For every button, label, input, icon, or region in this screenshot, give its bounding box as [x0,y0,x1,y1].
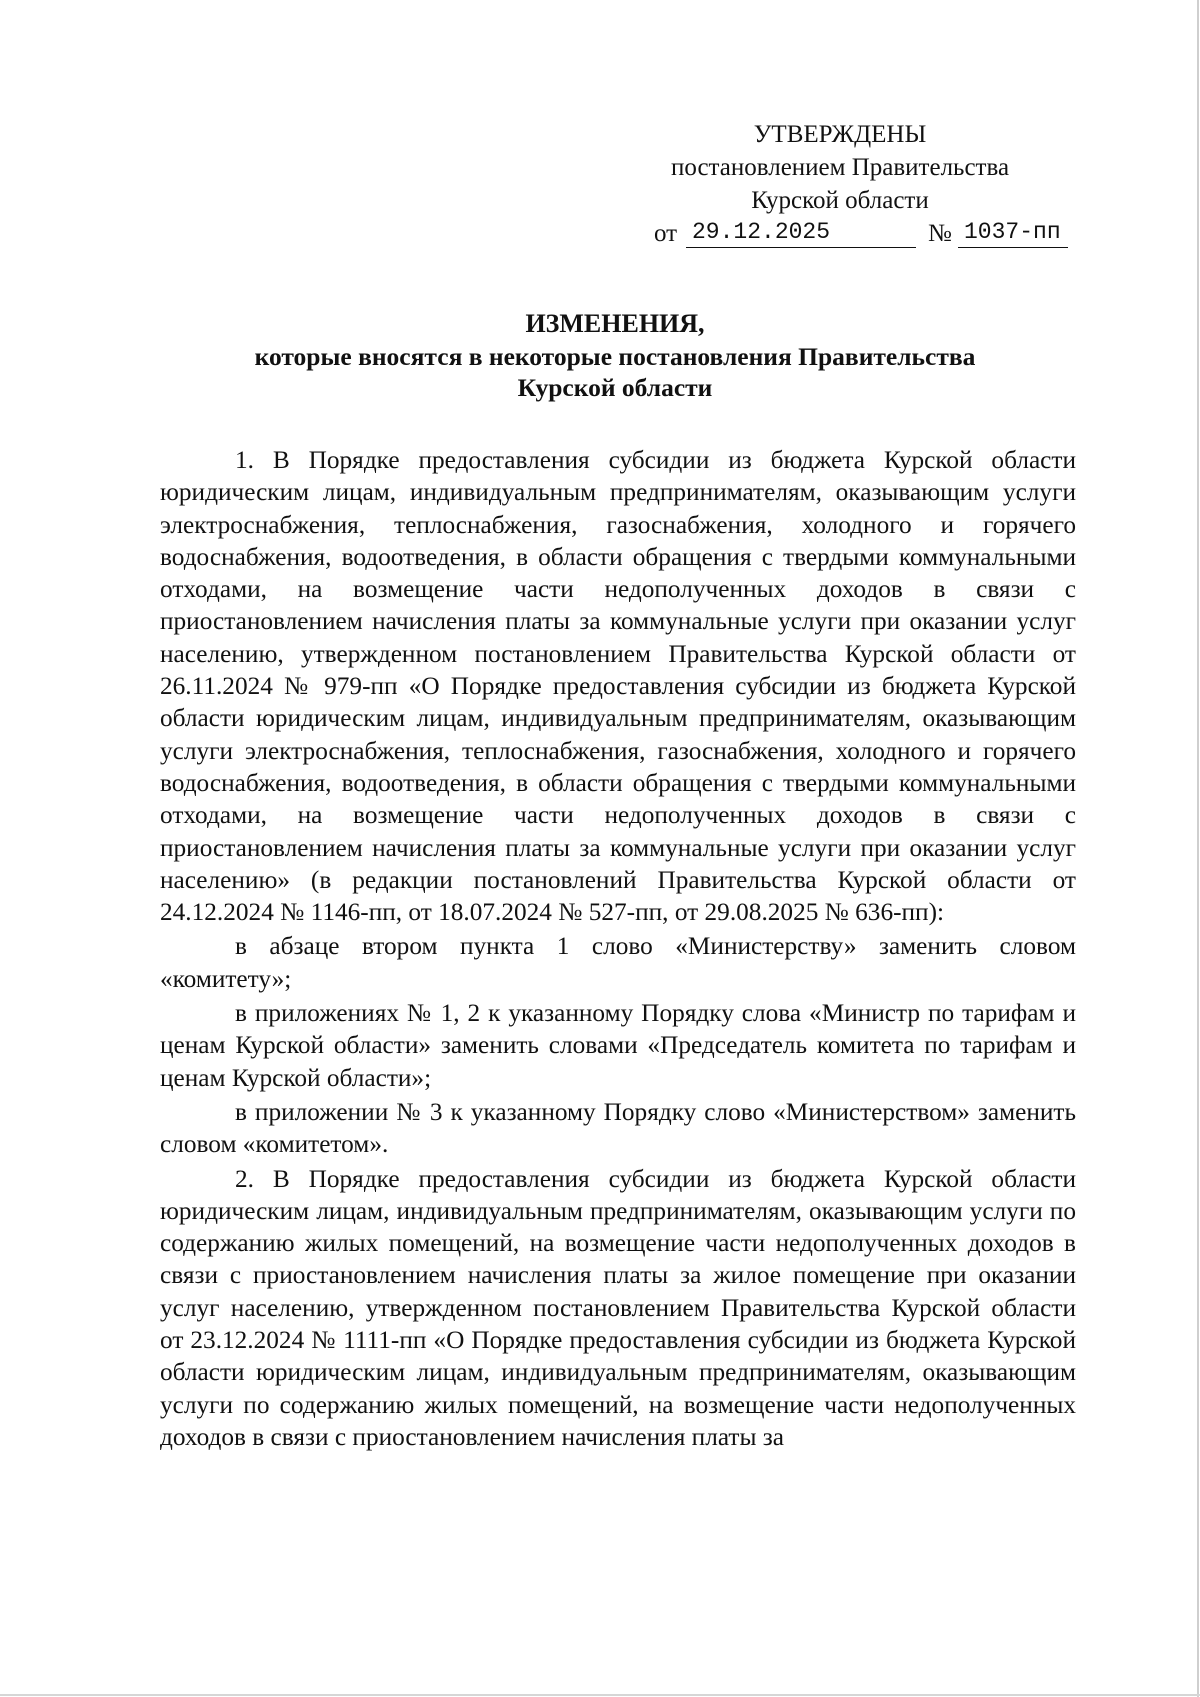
paragraph-1: 1. В Порядке предоставления субсидии из бюджета Курской области юридическим лицам, индивидуальным предпринимателям, оказывающим услуги электроснабжения, теплоснабжения, газоснабжения, холодного и горячего водоснабжения, водоотведения, в области обращения с твердыми коммунальными отходами, на возмещение части недополученных доходов в связи с приостановлением начисления платы за коммунальные услуги при оказании услуг населению, утвержденном постановлением Правительства Курской области от 26.11.2024 № 979-пп «О Порядке предоставления субсидии из бюджета Курской области юридическим лицам, индивидуальным предпринимателям, оказывающим услуги электроснабжения, теплоснабжения, газоснабжения, холодного и горячего водоснабжения, водоотведения, в области обращения с твердыми коммунальными отходами, на возмещение части недополученных доходов в связи с приостановлением начисления платы за коммунальные услуги при оказании услуг населению» (в редакции постановлений Правительства Курской области от 24.12.2024 № 1146-пп, от 18.07.2024 № 527-пп, от 29.08.2025 № 636-пп): [160,446,1076,927]
approval-number: 1037-пп [958,217,1068,248]
number-prefix: № [928,220,952,247]
date-prefix: от [654,220,678,247]
approval-line-2: постановлением Правительства [670,154,1010,181]
approval-block [640,118,1090,253]
approval-date-line [640,217,1090,253]
paragraph-5: 2. В Порядке предоставления субсидии из бюджета Курской области юридическим лицам, индивидуальным предпринимателям, оказывающим услуги по содержанию жилых помещений, на возмещение части недополученных доходов в связи с приостановлением начисления платы за жилое помещение при оказании услуг населению, утвержденном постановлением Правительства Курской области от 23.12.2024 № 1111-пп «О Порядке предоставления субсидии из бюджета Курской области юридическим лицам, индивидуальным предпринимателям, оказывающим услуги по содержанию жилых помещений, на возмещение части недополученных доходов в связи с приостановлением начисления платы за [160,1164,1076,1451]
scan-edge-line [1197,0,1199,1697]
document-body [160,444,1076,1453]
title-line-3: Курской области [517,373,713,402]
approval-heading: УТВЕРЖДЕНЫ [753,121,927,148]
title-main: ИЗМЕНЕНИЯ, [525,309,705,338]
title-line-2: которые вносятся в некоторые постановления Правительства [254,342,976,371]
approval-line-3: Курской области [751,187,929,214]
paragraph-4: в приложении № 3 к указанному Порядку слово «Министерством» заменить словом «комитетом». [160,1097,1076,1159]
scan-bottom-line [0,1694,1200,1696]
approval-date: 29.12.2025 [686,217,916,248]
paragraph-3: в приложениях № 1, 2 к указанному Порядку слова «Министр по тарифам и ценам Курской области» заменить словами «Председатель комитета по тарифам и ценам Курской области»; [160,999,1076,1092]
document-title [150,308,1080,403]
paragraph-2: в абзаце втором пункта 1 слово «Министерству» заменить словом «комитету»; [160,932,1076,993]
